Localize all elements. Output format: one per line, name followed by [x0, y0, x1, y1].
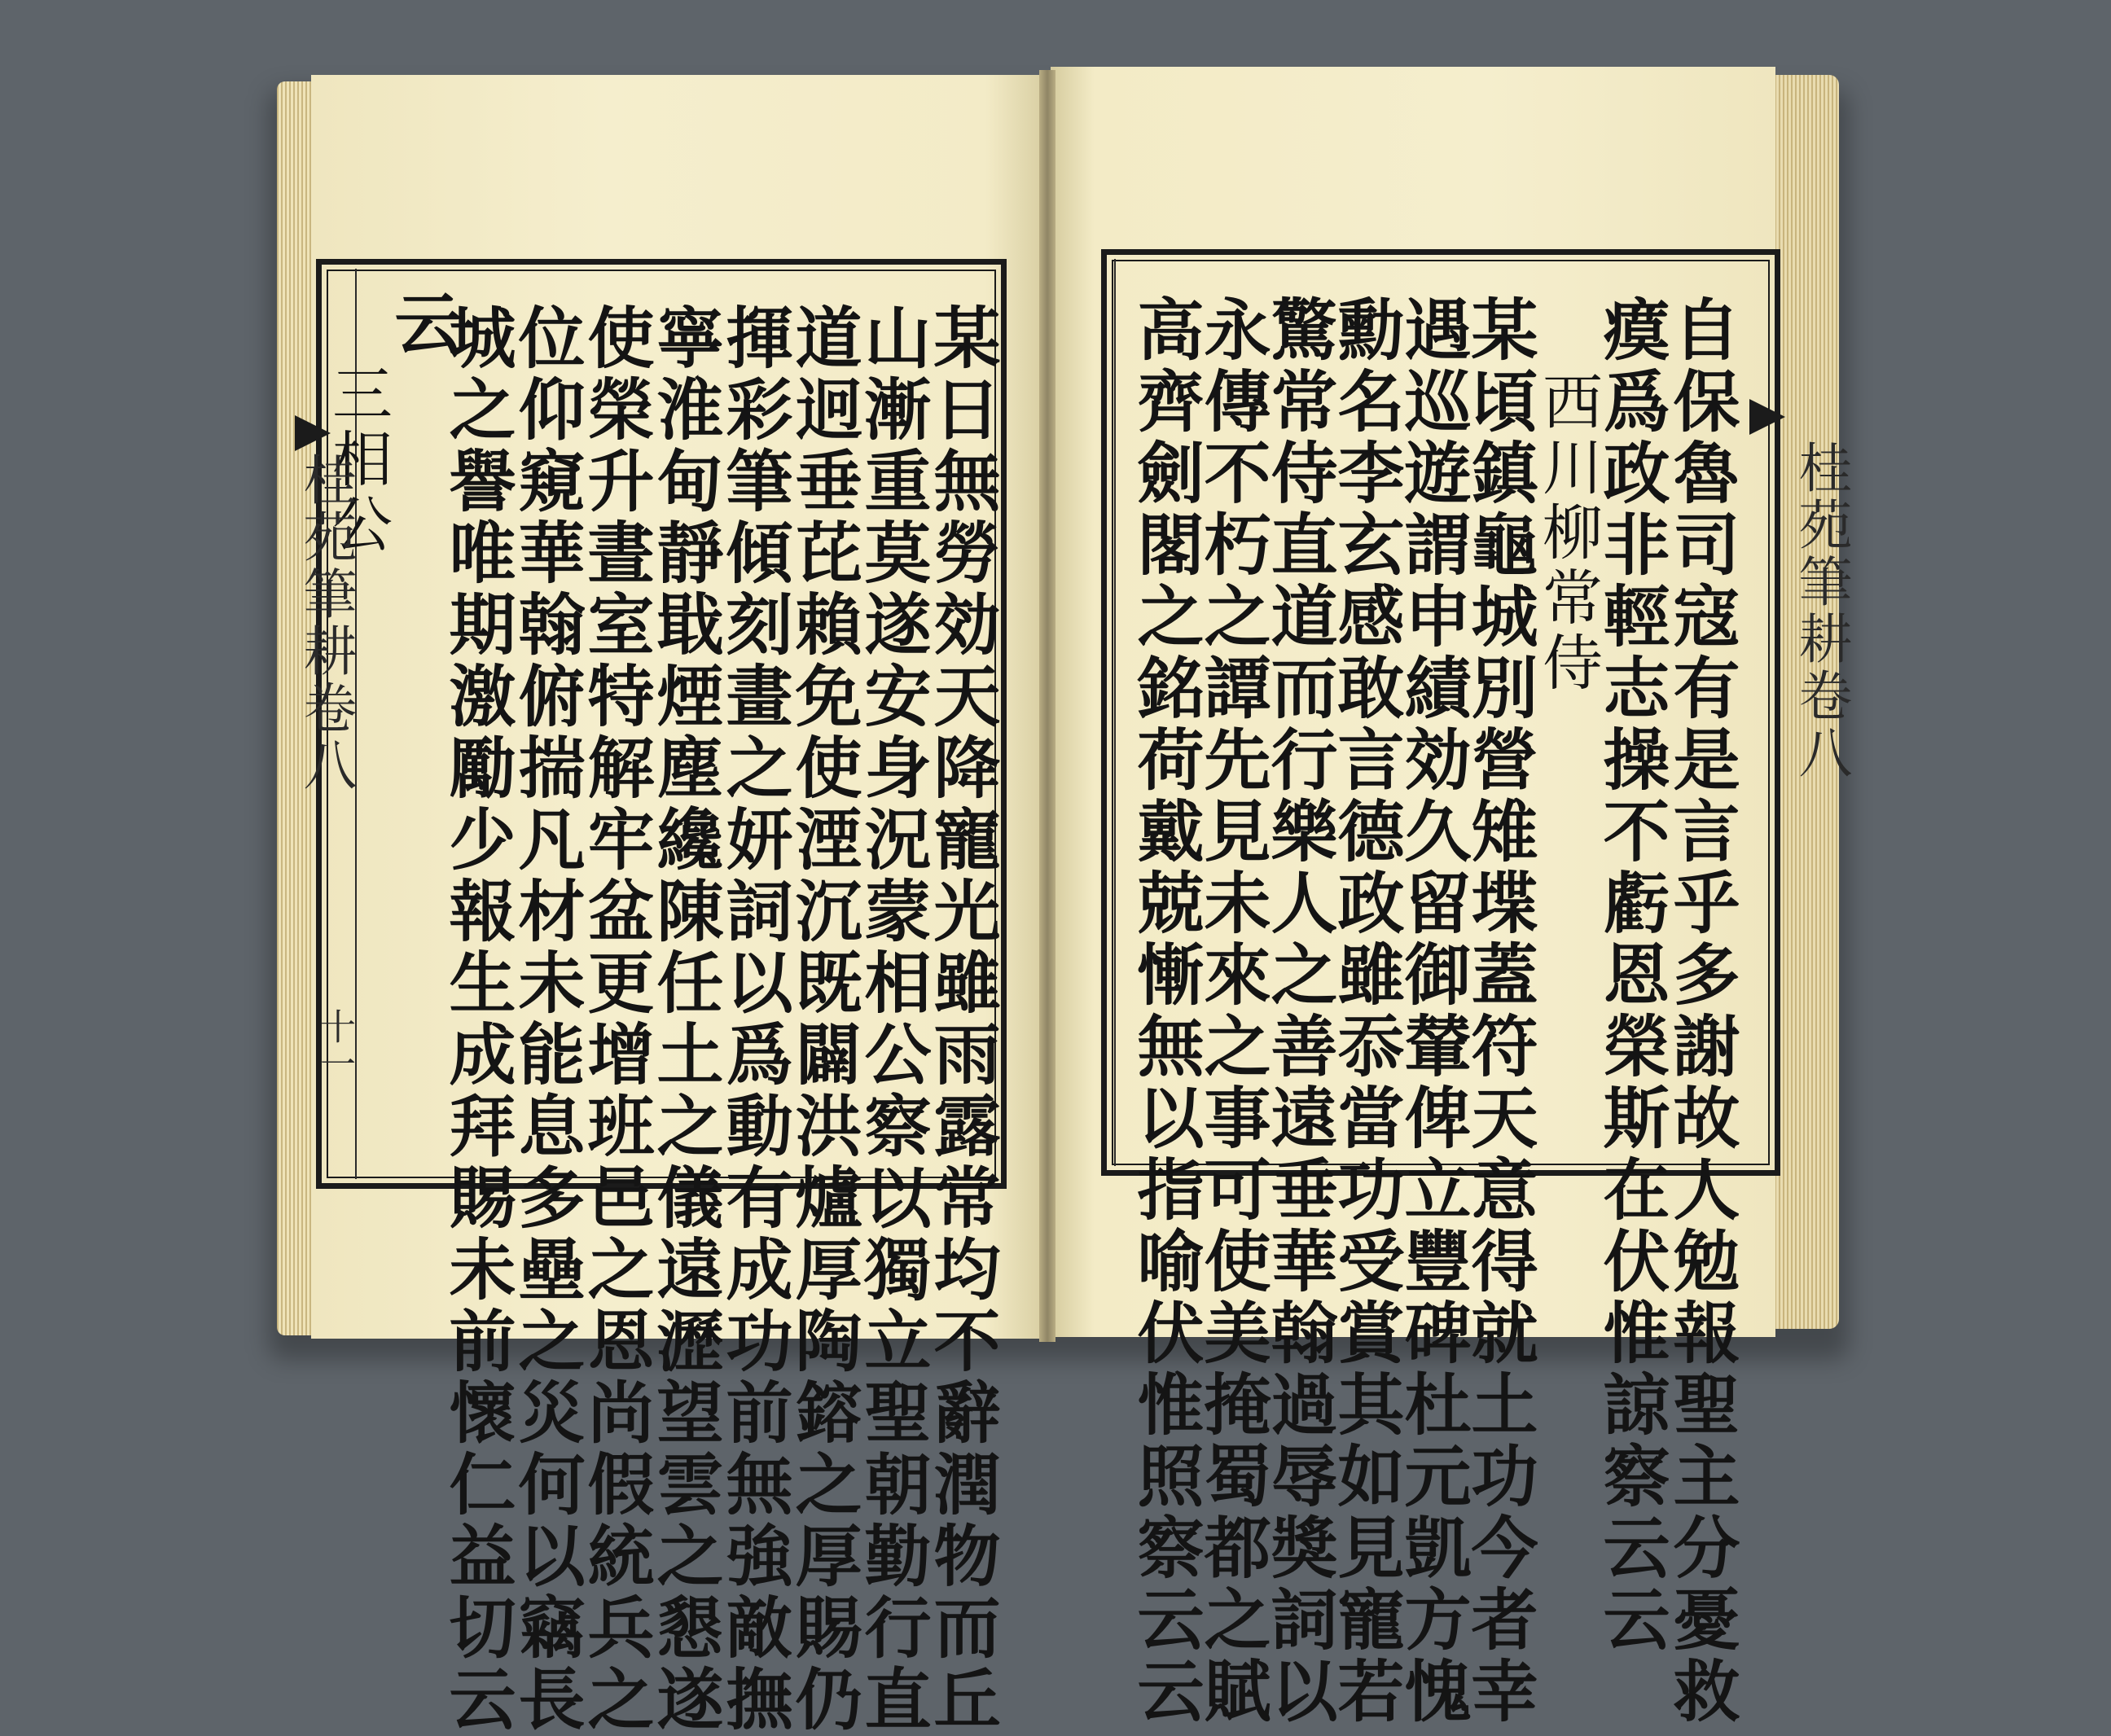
right-margin-title: 桂苑筆耕卷八 [1789, 440, 1852, 782]
left-column-6: 使榮升晝室特解牢盆更增班邑之恩尚假統兵之 [577, 303, 655, 1736]
right-column-3: 某頃鎮龜城別營雉堞蓋符天意得就土功今者幸 [1460, 295, 1538, 1728]
right-column-1: 自保魯司寇有是言乎多謝故人勉報聖主分憂救 [1662, 295, 1740, 1728]
right-column-2: 瘼爲政非輕志操不虧恩榮斯在伏惟諒察云云 [1592, 295, 1670, 1656]
left-heading-san-xiang-gong: 三相公 [323, 362, 393, 558]
left-fishtail-mark [295, 415, 331, 451]
right-fishtail-mark [1749, 399, 1785, 435]
left-page-number: 十一 [314, 1008, 355, 1083]
right-heading-xichuan: 西川柳常侍 [1533, 370, 1603, 696]
book-gutter [1039, 70, 1056, 1342]
right-column-7: 永傳不朽之譚先見未來之事可使美掩蜀都之賦 [1193, 295, 1271, 1728]
right-column-5: 勳名李玄感敢言德政雖忝當功受賞其如見寵若 [1327, 295, 1405, 1728]
left-column-2: 山漸重莫遂安身況蒙相公察以獨立聖朝勤行直 [854, 303, 932, 1736]
left-column-first: 某日無勞効天降寵光雖雨露常均不辭潤物而丘 [923, 303, 1001, 1736]
right-column-4: 遇巡遊謂申績効久留御輦俾立豐碑杜元凱方愧 [1393, 295, 1472, 1728]
left-column-continuation: 云 [384, 289, 462, 361]
left-margin-title: 桂苑筆耕卷八 [294, 452, 357, 794]
left-column-3: 道迥垂芘賴免使湮沉既闢洪爐厚陶鎔之厚賜仍 [784, 303, 862, 1736]
right-column-8-visible: 高齊劍閣之銘荷戴兢慚無以指喻伏惟照察云云 [1126, 295, 1205, 1728]
left-column-7: 位仰窺華翰俯揣凡材未能息多壘之災何以竊長 [507, 303, 586, 1736]
left-column-8: 城之譽唯期激勵少報生成拜賜未前懷仁益切云 [438, 303, 516, 1736]
left-column-5: 寧淮甸靜戢煙塵纔陳任土之儀遠瀝望雲之懇遂 [646, 303, 724, 1736]
left-column-4: 揮彩筆傾刻畫之妍詞以爲動有成功前無強敵撫 [715, 303, 793, 1736]
right-column-6: 驚常侍直道而行樂人之善遠垂華翰過辱獎詞以 [1260, 295, 1338, 1728]
right-column-divider [1114, 259, 1116, 1166]
